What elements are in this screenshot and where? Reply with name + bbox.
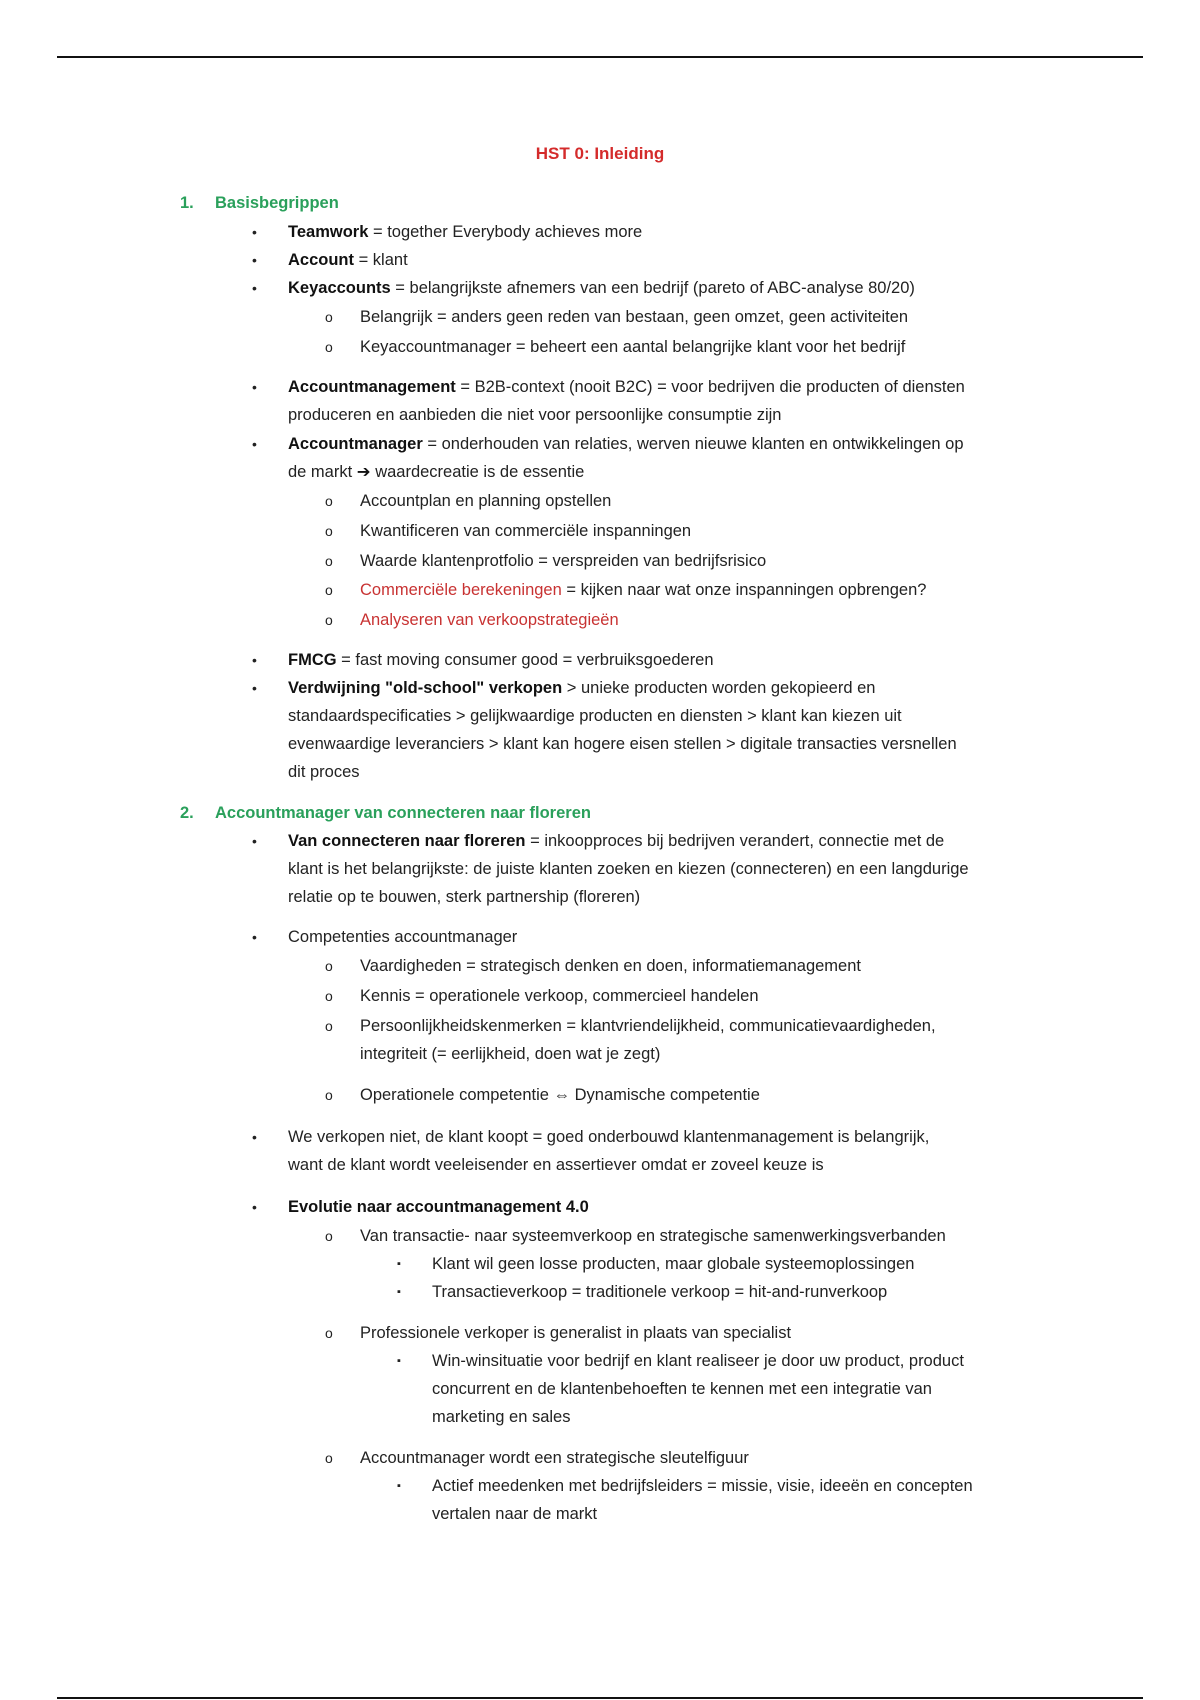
circle-bullet-icon: o	[325, 1325, 333, 1341]
continuation-text: produceren en aanbieden die niet voor persoonlijke consumptie zijn	[288, 406, 782, 424]
definition: = fast moving consumer good = verbruiksgoederen	[336, 651, 714, 669]
continuation-text	[288, 461, 584, 483]
bullet-icon: •	[252, 833, 257, 849]
square-bullet-icon: ▪	[397, 1258, 401, 1270]
definition: = inkoopproces bij bedrijven verandert, connectie met de	[525, 832, 945, 850]
definition: = together Everybody achieves more	[368, 223, 643, 241]
section-number: 1.	[180, 194, 194, 212]
bullet-icon: •	[252, 1129, 257, 1145]
bullet-icon: •	[252, 680, 257, 696]
sub-item-text: Waarde klantenprotfolio = verspreiden van bedrijfsrisico	[360, 552, 767, 570]
text-part: waardecreatie is de essentie	[370, 463, 585, 481]
list-item-text: Competenties accountmanager	[288, 928, 518, 946]
term: Account	[288, 251, 354, 269]
square-bullet-icon: ▪	[397, 1480, 401, 1492]
term: Accountmanager	[288, 435, 423, 453]
text-part: de markt	[288, 463, 357, 481]
circle-bullet-icon: o	[325, 493, 333, 509]
definition: > unieke producten worden gekopieerd en	[562, 679, 876, 697]
section-number: 2.	[180, 804, 194, 822]
circle-bullet-icon: o	[325, 1228, 333, 1244]
term: FMCG	[288, 651, 337, 669]
circle-bullet-icon: o	[325, 553, 333, 569]
sub-item-text: Persoonlijkheidskenmerken = klantvriendelijkheid, communicatievaardigheden,	[360, 1017, 936, 1035]
circle-bullet-icon: o	[325, 1450, 333, 1466]
sub-sub-item-text: Actief meedenken met bedrijfsleiders = missie, visie, ideeën en concepten	[432, 1477, 973, 1495]
highlighted-text: Commerciële berekeningen	[360, 581, 562, 599]
continuation-text: dit proces	[288, 763, 360, 781]
bullet-icon: •	[252, 280, 257, 296]
continuation-text: integriteit (= eerlijkheid, doen wat je zegt)	[360, 1045, 661, 1063]
continuation-text: vertalen naar de markt	[432, 1505, 598, 1523]
sub-item-text: Vaardigheden = strategisch denken en doen, informatiemanagement	[360, 957, 861, 975]
circle-bullet-icon: o	[325, 1018, 333, 1034]
sub-item-text: Belangrijk = anders geen reden van bestaan, geen omzet, geen activiteiten	[360, 308, 909, 326]
definition: = klant	[354, 251, 408, 269]
circle-bullet-icon: o	[325, 523, 333, 539]
bullet-icon: •	[252, 252, 257, 268]
continuation-text: standaardspecificaties > gelijkwaardige producten en diensten > klant kan kiezen uit	[288, 707, 902, 725]
bullet-icon: •	[252, 929, 257, 945]
term: Accountmanagement	[288, 378, 456, 396]
header-rule	[57, 56, 1143, 58]
circle-bullet-icon: o	[325, 612, 333, 628]
term: Van connecteren naar floreren	[288, 832, 526, 850]
square-bullet-icon: ▪	[397, 1355, 401, 1367]
bullet-icon: •	[252, 379, 257, 395]
continuation-text: marketing en sales	[432, 1408, 571, 1426]
sub-item-text: = kijken naar wat onze inspanningen opbrengen?	[561, 581, 927, 599]
sub-sub-item-text: Transactieverkoop = traditionele verkoop = hit-and-runverkoop	[432, 1283, 888, 1301]
circle-bullet-icon: o	[325, 309, 333, 325]
definition: = B2B-context (nooit B2C) = voor bedrijven die producten of diensten	[455, 378, 965, 396]
bullet-icon: •	[252, 436, 257, 452]
bullet-icon: •	[252, 224, 257, 240]
definition: = onderhouden van relaties, werven nieuwe klanten en ontwikkelingen op	[422, 435, 964, 453]
sub-item-text: Professionele verkoper is generalist in plaats van specialist	[360, 1324, 792, 1342]
bullet-icon: •	[252, 652, 257, 668]
continuation-text: evenwaardige leveranciers > klant kan hogere eisen stellen > digitale transacties versnellen	[288, 735, 957, 753]
term: Verdwijning "old-school" verkopen	[288, 679, 563, 697]
double-arrow-icon: ⇔	[553, 1086, 571, 1104]
bullet-icon: •	[252, 1199, 257, 1215]
definition: = belangrijkste afnemers van een bedrijf (pareto of ABC-analyse 80/20)	[390, 279, 915, 297]
sub-sub-item-text: Win-winsituatie voor bedrijf en klant realiseer je door uw product, product	[432, 1352, 964, 1370]
circle-bullet-icon: o	[325, 339, 333, 355]
arrow-icon: ➔	[356, 463, 371, 481]
highlighted-text: Analyseren van verkoopstrategieën	[360, 611, 619, 629]
square-bullet-icon: ▪	[397, 1286, 401, 1298]
page-title: HST 0: Inleiding	[535, 144, 665, 163]
continuation-text: klant is het belangrijkste: de juiste klanten zoeken en kiezen (connecteren) en een langdurige	[288, 860, 969, 878]
term: Keyaccounts	[288, 279, 391, 297]
continuation-text: relatie op te bouwen, sterk partnership (floreren)	[288, 888, 641, 906]
section-title: Accountmanager van connecteren naar floreren	[215, 804, 591, 822]
sub-item-text: Accountplan en planning opstellen	[360, 492, 612, 510]
sub-item-text: Keyaccountmanager = beheert een aantal belangrijke klant voor het bedrijf	[360, 338, 906, 356]
circle-bullet-icon: o	[325, 988, 333, 1004]
circle-bullet-icon: o	[325, 582, 333, 598]
footer-rule	[57, 1697, 1143, 1699]
list-item-text: We verkopen niet, de klant koopt = goed onderbouwd klantenmanagement is belangrijk,	[288, 1128, 930, 1146]
continuation-text: want de klant wordt veeleisender en assertiever omdat er zoveel keuze is	[288, 1156, 824, 1174]
sub-item-text: Dynamische competentie	[570, 1086, 760, 1104]
section-title: Basisbegrippen	[215, 194, 339, 212]
term: Teamwork	[288, 223, 369, 241]
sub-item-text: Accountmanager wordt een strategische sleutelfiguur	[360, 1449, 749, 1467]
circle-bullet-icon: o	[325, 1087, 333, 1103]
circle-bullet-icon: o	[325, 958, 333, 974]
sub-item-text: Kwantificeren van commerciële inspanningen	[360, 522, 692, 540]
continuation-text: concurrent en de klantenbehoeften te kennen met een integratie van	[432, 1380, 932, 1398]
sub-item-text: Kennis = operationele verkoop, commercieel handelen	[360, 987, 759, 1005]
sub-item-text: Van transactie- naar systeemverkoop en strategische samenwerkingsverbanden	[360, 1227, 946, 1245]
sub-item-text: Operationele competentie	[360, 1086, 554, 1104]
term: Evolutie naar accountmanagement 4.0	[288, 1198, 589, 1216]
sub-sub-item-text: Klant wil geen losse producten, maar globale systeemoplossingen	[432, 1255, 915, 1273]
